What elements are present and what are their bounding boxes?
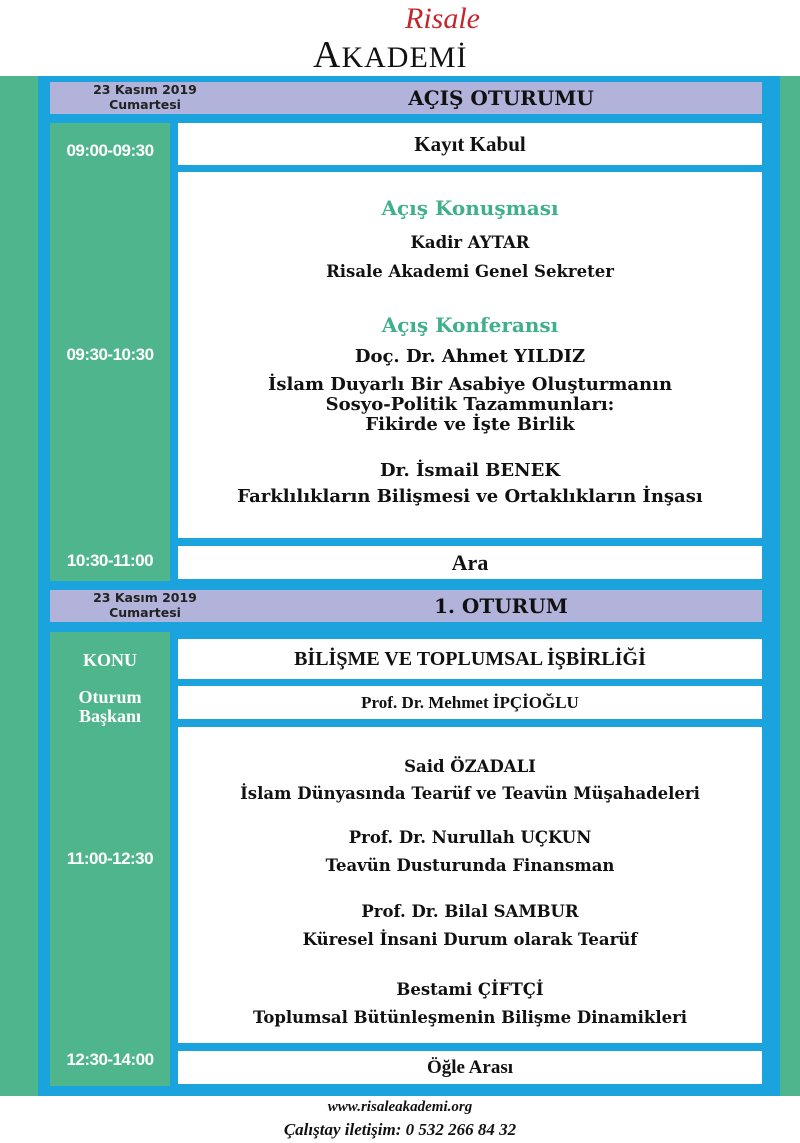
talk-title: İslam Dünyasında Tearüf ve Teavün Müşahadeleri [240, 784, 700, 803]
registration-text: Kayıt Kabul [414, 131, 526, 156]
talk-speaker: Prof. Dr. Nurullah UÇKUN [348, 828, 592, 847]
break-text: Ara [451, 549, 489, 575]
session1-date [50, 83, 240, 112]
talk1-title-line3: Fikirde ve İşte Birlik [365, 414, 575, 435]
chair-text: Prof. Dr. Mehmet İPÇİOĞLU [361, 692, 579, 712]
talk-speaker: Said ÖZADALI [404, 757, 536, 776]
talk2-title: Farklılıkların Bilişmesi ve Ortaklıkların İnşası [237, 486, 703, 507]
session1-day-text: Cumartesi [109, 96, 181, 112]
break-time: 10:30-11:00 [66, 551, 154, 570]
logo-risale-text: Risale [405, 2, 480, 35]
session2-date [50, 591, 240, 620]
talk1-title-line2: Sosyo-Politik Tazammunları: [325, 394, 615, 415]
lunch-time: 12:30-14:00 [66, 1050, 154, 1069]
chair-label [50, 688, 170, 726]
talk1-speaker: Doç. Dr. Ahmet YILDIZ [354, 346, 586, 367]
talk-speaker: Bestami ÇİFTÇİ [396, 980, 544, 999]
talk1-title [178, 375, 762, 435]
chair-box [178, 686, 762, 719]
session1-title: AÇIŞ OTURUMU [408, 86, 594, 110]
session1-header [50, 82, 762, 114]
topic-text: BİLİŞME VE TOPLUMSAL İŞBİRLİĞİ [294, 647, 646, 670]
session2-day-text: Cumartesi [109, 604, 181, 620]
opening-time: 09:30-10:30 [66, 345, 154, 364]
talk-title: Teavün Dusturunda Finansman [325, 856, 615, 875]
talk1-title-line1: İslam Duyarlı Bir Asabiye Oluşturmanın [267, 374, 673, 395]
risale-akademi-logo [0, 0, 800, 76]
session2-time: 11:00-12:30 [66, 849, 154, 868]
session1-date-text: 23 Kasım 2019 [93, 82, 197, 97]
chair-label-line2: Başkanı [78, 706, 142, 726]
chair-label-line1: Oturum [78, 687, 142, 707]
topic-label: KONU [83, 650, 137, 670]
session2-date-text: 23 Kasım 2019 [93, 590, 197, 605]
footer-contact: Çalıştay iletişim: 0 532 266 84 32 [283, 1120, 517, 1139]
talk-title: Toplumsal Bütünleşmenin Bilişme Dinamikleri [252, 1008, 688, 1027]
registration-time: 09:00-09:30 [66, 141, 154, 160]
footer-website: www.risaleakademi.org [327, 1099, 473, 1115]
logo-akademi-text [313, 36, 467, 77]
talk2-speaker: Dr. İsmail BENEK [380, 460, 560, 481]
lunch-box [178, 1051, 762, 1084]
session2-header [50, 590, 762, 622]
logo-akademi-initial: A [313, 34, 342, 76]
topic-box [178, 639, 762, 679]
opening-conference-heading: Açış Konferansı [381, 313, 559, 337]
talk-speaker: Prof. Dr. Bilal SAMBUR [361, 902, 579, 921]
session2-title: 1. OTURUM [434, 594, 568, 618]
lunch-text: Öğle Arası [426, 1056, 514, 1078]
registration-box [178, 123, 762, 165]
opening-speech-speaker: Kadir AYTAR [410, 233, 530, 252]
talk-title: Küresel İnsani Durum olarak Tearüf [302, 930, 638, 949]
break-box [178, 546, 762, 579]
opening-speech-heading: Açış Konuşması [381, 196, 559, 220]
logo-akademi-rest: KADEMİ [341, 41, 468, 74]
opening-speech-role: Risale Akademi Genel Sekreter [326, 262, 614, 281]
